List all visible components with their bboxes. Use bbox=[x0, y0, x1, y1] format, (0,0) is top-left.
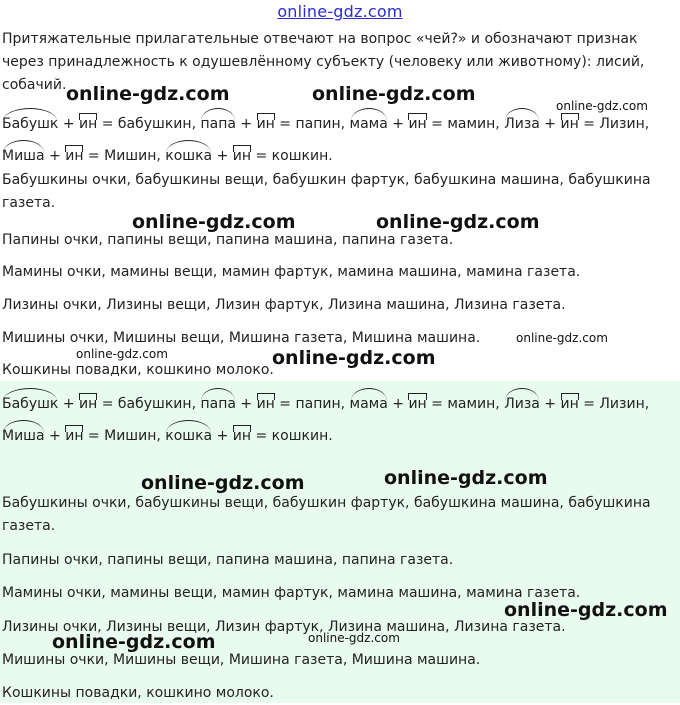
intro-paragraph: Притяжательные прилагательные отвечают на вопрос «чей?» и обозначают признак через принадлежность к одушевлённому субъекту (человеку или животному): лисий, собачий. bbox=[2, 31, 645, 93]
watermark: online-gdz.com bbox=[308, 631, 400, 645]
sentence-5: Мишины очки, Мишины вещи, Мишина газета, Мишина машина. bbox=[2, 330, 481, 346]
suffix-4: ин bbox=[560, 116, 579, 132]
suffix-12: ин bbox=[232, 428, 252, 444]
watermark: online-gdz.com bbox=[141, 472, 305, 494]
sentence-4: Лизины очки, Лизины вещи, Лизин фартук, Лизина машина, Лизина газета. bbox=[2, 297, 566, 313]
sentence-3: Мамины очки, мамины вещи, мамин фартук, мамина машина, мамина газета. bbox=[2, 264, 581, 280]
word-root-3: мама bbox=[349, 116, 388, 132]
watermark: online-gdz.com bbox=[516, 331, 608, 345]
word-root-7: Бабушк bbox=[2, 396, 59, 412]
suffix-7: ин bbox=[79, 396, 98, 412]
suffix-1: ин bbox=[79, 116, 98, 132]
formula-line-1a: Бабушк + ин = бабушкин, папа + ин = папин, мама + ин = мамин, Лиза + ин = Лизин, bbox=[2, 116, 650, 132]
answer-sentence-4: Лизины очки, Лизины вещи, Лизин фартук, Лизина машина, Лизина газета. bbox=[2, 619, 566, 635]
watermark: online-gdz.com bbox=[76, 347, 168, 361]
answer-sentence-3: Мамины очки, мамины вещи, мамин фартук, мамина машина, мамина газета. bbox=[2, 585, 581, 601]
watermark: online-gdz.com bbox=[384, 467, 548, 489]
watermark: online-gdz.com bbox=[504, 599, 668, 621]
word-root-8: папа bbox=[200, 396, 236, 412]
watermark: online-gdz.com bbox=[272, 347, 436, 369]
suffix-2: ин bbox=[256, 116, 275, 132]
suffix-10: ин bbox=[560, 396, 579, 412]
answer-sentence-5: Мишины очки, Мишины вещи, Мишина газета, Мишина машина. bbox=[2, 652, 481, 668]
formula-line-2b: Миша + ин = Мишин, кошка + ин = кошкин. bbox=[2, 428, 333, 444]
formula-line-2a: Бабушк + ин = бабушкин, папа + ин = папин, мама + ин = мамин, Лиза + ин = Лизин, bbox=[2, 396, 650, 412]
sentence-6: Кошкины повадки, кошкино молоко. bbox=[2, 362, 274, 378]
sentence-2: Папины очки, папины вещи, папина машина, папина газета. bbox=[2, 232, 454, 248]
watermark: online-gdz.com bbox=[66, 83, 230, 105]
word-root-2: папа bbox=[200, 116, 236, 132]
header-watermark-link[interactable]: online-gdz.com bbox=[277, 2, 403, 21]
word-root-10: Лиза bbox=[504, 396, 540, 412]
formula-line-1b: Миша + ин = Мишин, кошка + ин = кошкин. bbox=[2, 148, 333, 164]
watermark: online-gdz.com bbox=[52, 631, 216, 653]
suffix-9: ин bbox=[408, 396, 427, 412]
watermark: online-gdz.com bbox=[132, 211, 296, 233]
suffix-8: ин bbox=[256, 396, 275, 412]
watermark: online-gdz.com bbox=[376, 211, 540, 233]
word-root-1: Бабушк bbox=[2, 116, 59, 132]
answer-sentence-6: Кошкины повадки, кошкино молоко. bbox=[2, 685, 274, 701]
word-root-11: Миша bbox=[2, 428, 45, 444]
word-root-4: Лиза bbox=[504, 116, 540, 132]
sentence-1: Бабушкины очки, бабушкины вещи, бабушкин фартук, бабушкина машина, бабушкина газета. bbox=[2, 172, 651, 211]
suffix-6: ин bbox=[232, 148, 252, 164]
suffix-5: ин bbox=[65, 148, 84, 164]
word-root-6: кошка bbox=[165, 148, 213, 164]
answer-sentence-2: Папины очки, папины вещи, папина машина, папина газета. bbox=[2, 552, 454, 568]
word-root-9: мама bbox=[349, 396, 388, 412]
watermark: online-gdz.com bbox=[556, 99, 648, 113]
suffix-3: ин bbox=[408, 116, 427, 132]
watermark: online-gdz.com bbox=[312, 83, 476, 105]
answer-sentence-1: Бабушкины очки, бабушкины вещи, бабушкин фартук, бабушкина машина, бабушкина газета. bbox=[2, 495, 651, 534]
suffix-11: ин bbox=[65, 428, 84, 444]
word-root-12: кошка bbox=[165, 428, 213, 444]
word-root-5: Миша bbox=[2, 148, 45, 164]
